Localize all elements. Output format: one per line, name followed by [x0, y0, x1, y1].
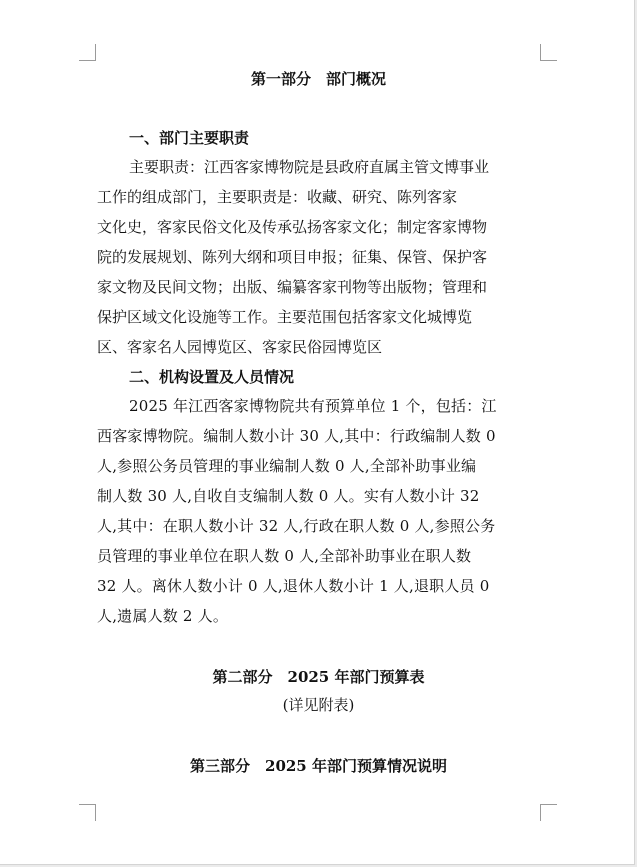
paragraph-line: 32 人。离休人数小计 0 人,退休人数小计 1 人,退职人员 0	[97, 577, 490, 595]
part3-title: 第三部分 2025 年部门预算情况说明	[190, 757, 447, 775]
paragraph-line: 制人数 30 人,自收自支编制人数 0 人。实有人数小计 32	[97, 487, 480, 505]
section2-heading: 二、机构设置及人员情况	[129, 368, 295, 386]
crop-mark-top-right	[540, 44, 557, 61]
paragraph-line: 院的发展规划、陈列大纲和项目申报；征集、保管、保护客	[97, 248, 488, 266]
crop-mark-bottom-right	[540, 804, 557, 821]
paragraph-line: 人,其中：在职人数小计 32 人,行政在职人数 0 人,参照公务	[97, 517, 496, 535]
part2-note: (详见附表)	[282, 696, 355, 714]
paragraph-line: 2025 年江西客家博物院共有预算单位 1 个，包括：江	[129, 397, 497, 415]
section1-paragraph	[97, 152, 540, 362]
paragraph-line: 工作的组成部门，主要职责是：收藏、研究、陈列客家	[97, 188, 458, 206]
crop-mark-top-left	[79, 44, 96, 61]
paragraph-line: 区、客家名人园博览区、客家民俗园博览区	[97, 338, 383, 356]
section2-paragraph	[97, 391, 540, 631]
paragraph-line: 人,参照公务员管理的事业编制人数 0 人,全部补助事业编	[97, 457, 477, 475]
part2-title: 第二部分 2025 年部门预算表	[212, 668, 425, 686]
paragraph-line: 保护区域文化设施等工作。主要范围包括客家文化城博览	[97, 308, 473, 326]
crop-mark-bottom-left	[79, 804, 96, 821]
paragraph-line: 家文物及民间文物；出版、编纂客家刊物等出版物；管理和	[97, 278, 488, 296]
paragraph-line: 主要职责：江西客家博物院是县政府直属主管文博事业	[129, 158, 490, 176]
paragraph-line: 文化史，客家民俗文化及传承弘扬客家文化；制定客家博物	[97, 218, 488, 236]
paragraph-line: 员管理的事业单位在职人数 0 人,全部补助事业在职人数	[97, 547, 472, 565]
paragraph-line: 西客家博物院。编制人数小计 30 人,其中：行政编制人数 0	[97, 427, 496, 445]
paragraph-line: 人,遗属人数 2 人。	[97, 607, 229, 625]
section1-heading: 一、部门主要职责	[129, 129, 250, 147]
part1-title: 第一部分 部门概况	[250, 70, 386, 88]
